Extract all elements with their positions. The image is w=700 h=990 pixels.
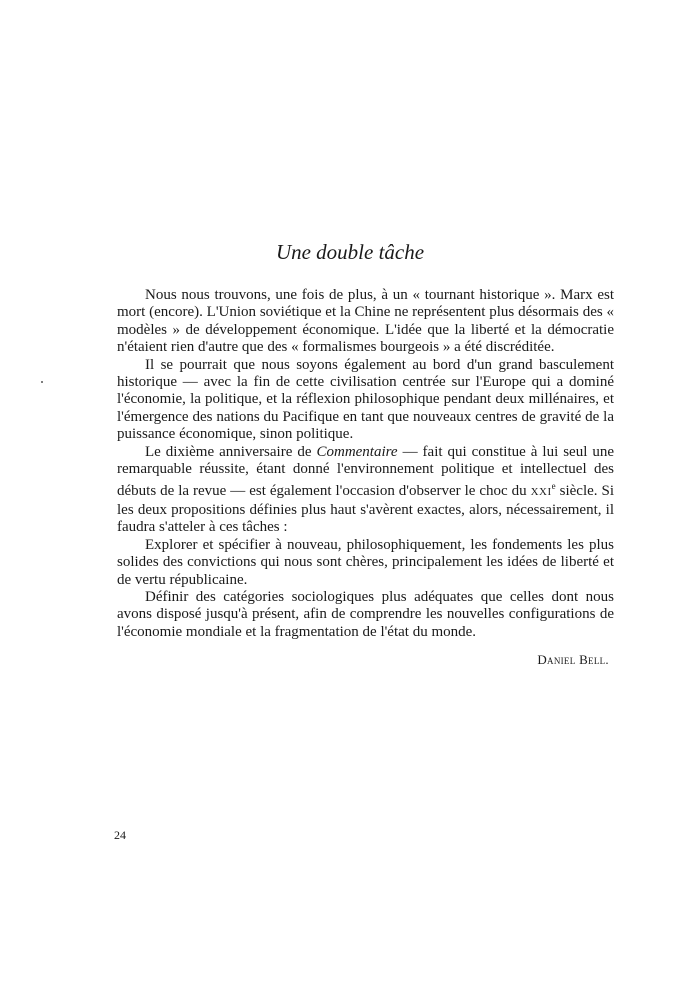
- journal-title-commentaire: Commentaire: [316, 443, 398, 460]
- page-number: 24: [114, 828, 126, 842]
- author-signature: Daniel Bell.: [537, 652, 609, 667]
- paragraph-2: Il se pourrait que nous soyons également au bord d'un grand basculement historique — avec la fin de cette civilisation centrée sur l'Europe qui a dominé l'économie, la politique, et la réflexion philosophique pendant deux millénaires, et l'émergence des nations du Pacifique en tant que nouveaux centres de gravité de la puissance économique, sinon politique.: [117, 356, 614, 443]
- paragraph-3-text-a: Le dixième anniversaire de: [145, 443, 317, 460]
- paragraph-3-text-b: — fait qui constitue à lui seul une remarquable réussite, étant donné l'environnement politique et intellectuel des débuts de la revue — est également l'occasion d'observer le choc du: [117, 443, 614, 500]
- paragraph-4: Explorer et spécifier à nouveau, philosophiquement, les fondements les plus solides des convictions qui nous sont chères, principalement les idées de liberté et de vertu républicaine.: [117, 536, 614, 588]
- paragraph-3-text-c: siècle. Si les deux propositions définies plus haut s'avèrent exactes, alors, nécessairement, il faudra s'atteler à ces tâches :: [117, 483, 614, 536]
- century-numeral: XXI: [530, 486, 552, 499]
- paragraph-5: Définir des catégories sociologiques plus adéquates que celles dont nous avons disposé jusqu'à présent, afin de comprendre les nouvelles configurations de l'économie mondiale et la fragmentation de l'état du monde.: [117, 588, 614, 640]
- paragraph-1: Nous nous trouvons, une fois de plus, à un « tournant historique ». Marx est mort (encore). L'Union soviétique et la Chine ne représentent plus désormais des « modèles » de développement économique. L'idée que la liberté et la démocratie n'étaient rien d'autre que des « formalismes bourgeois » a été discréditée.: [117, 287, 614, 356]
- article-body: [117, 287, 614, 641]
- paragraph-3: [117, 444, 614, 537]
- scan-speck: [41, 381, 43, 383]
- article-title: Une double tâche: [275, 240, 425, 264]
- century-suffix: e: [551, 481, 556, 492]
